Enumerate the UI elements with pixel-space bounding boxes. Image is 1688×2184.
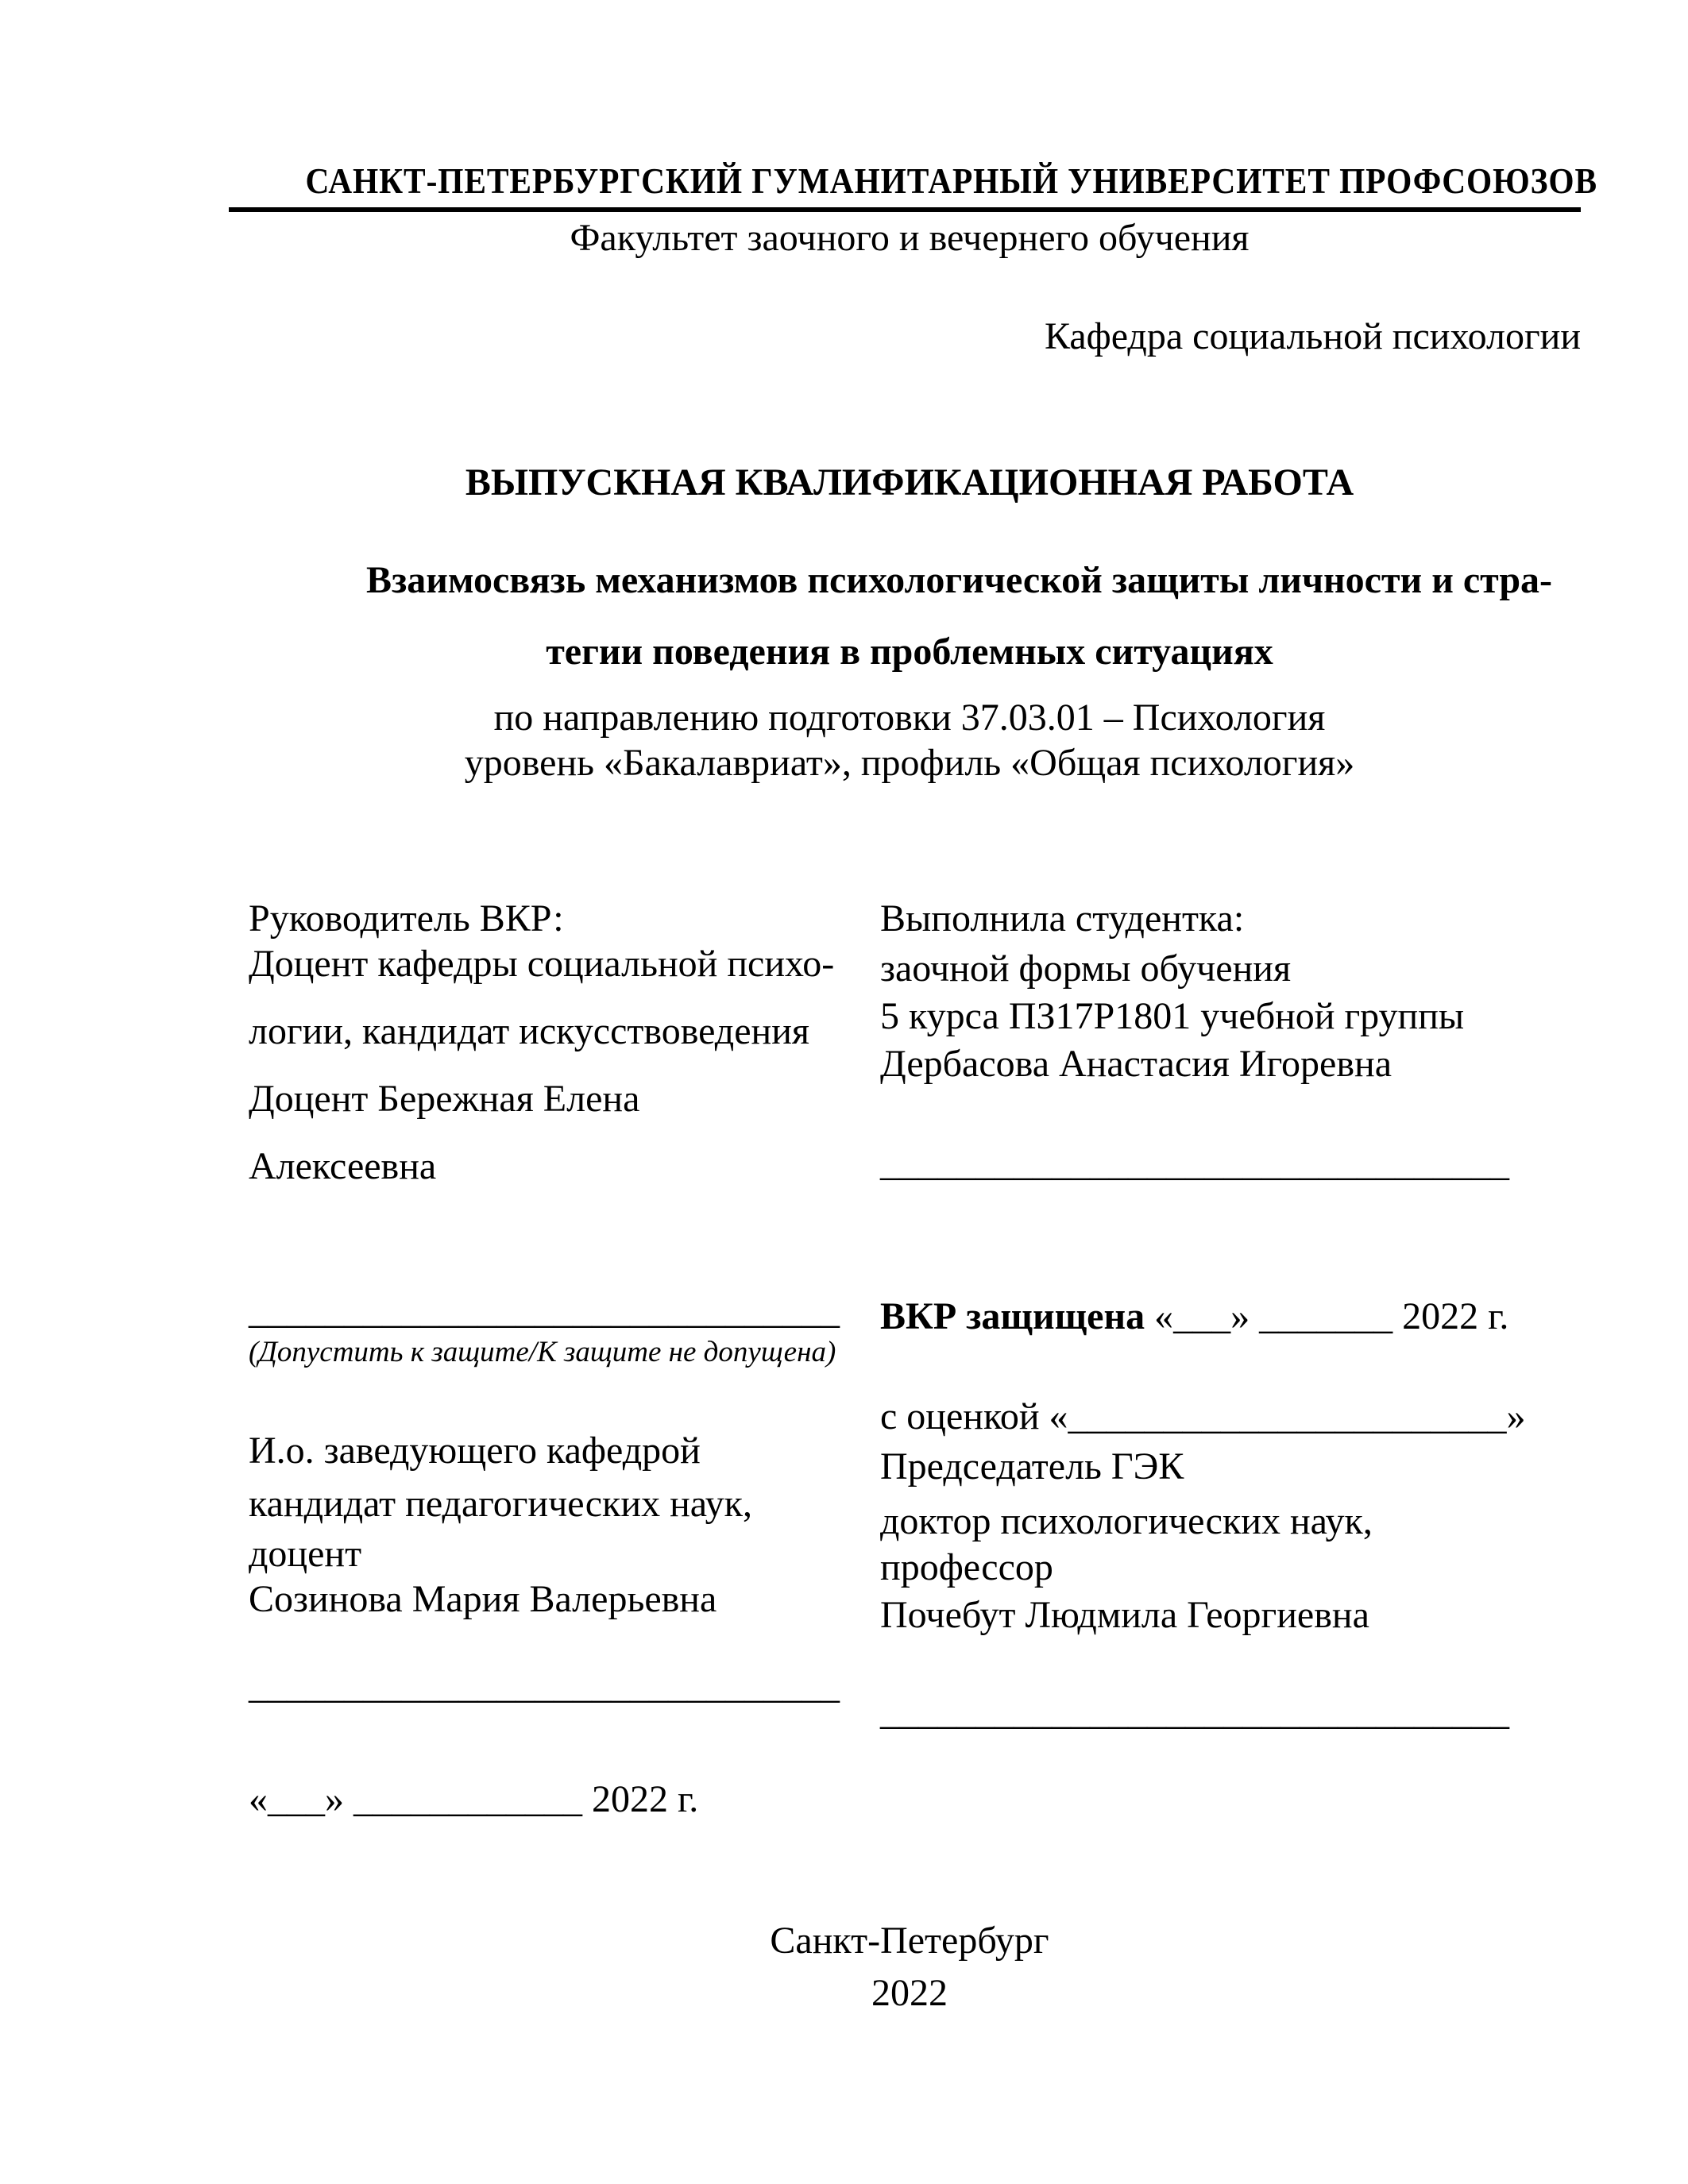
supervisor-name-line-1: Доцент Бережная Елена — [249, 1078, 640, 1120]
supervisor-position-line-1: Доцент кафедры социальной психо- — [249, 943, 835, 985]
thesis-title-line-2: тегии поведения в проблемных ситуациях — [546, 631, 1273, 673]
supervisor-signature-line: _______________________________ — [249, 1290, 840, 1332]
header-rule — [229, 207, 1581, 212]
head-signature-line: _______________________________ — [249, 1665, 840, 1707]
work-type-heading: ВЫПУСКНАЯ КВАЛИФИКАЦИОННАЯ РАБОТА — [465, 461, 1354, 504]
grade-line: с оценкой «_______________________» — [880, 1395, 1526, 1437]
page-content — [238, 0, 1597, 2184]
supervisor-label: Руководитель ВКР: — [249, 897, 564, 940]
footer-year: 2022 — [871, 1972, 948, 2014]
gek-chair-title: Председатель ГЭК — [880, 1445, 1184, 1488]
footer-city: Санкт-Петербург — [770, 1920, 1049, 1962]
head-rank-line: доцент — [249, 1533, 362, 1575]
supervisor-name-line-2: Алексеевна — [249, 1145, 437, 1187]
head-name-line: Созинова Мария Валерьевна — [249, 1578, 717, 1620]
head-io-line: И.о. заведующего кафедрой — [249, 1430, 701, 1472]
admission-note: (Допустить к защите/К защите не допущена) — [249, 1336, 836, 1368]
defense-date-line — [880, 1295, 1508, 1338]
defended-label: ВКР защищена — [880, 1295, 1145, 1337]
university-name: САНКТ-ПЕТЕРБУРГСКИЙ ГУМАНИТАРНЫЙ УНИВЕРСИТЕТ ПРОФСОЮЗОВ — [305, 160, 1597, 201]
level-line: уровень «Бакалавриат», профиль «Общая психология» — [464, 742, 1355, 784]
program-line: по направлению подготовки 37.03.01 – Психология — [493, 696, 1326, 739]
student-signature-line: _________________________________ — [880, 1142, 1509, 1184]
thesis-title-line-1: Взаимосвязь механизмов психологической защиты личности и стра- — [365, 559, 1553, 601]
faculty-name: Факультет заочного и вечернего обучения — [570, 217, 1250, 259]
department-name: Кафедра социальной психологии — [1044, 315, 1581, 357]
student-name: Дербасова Анастасия Игоревна — [880, 1043, 1393, 1085]
student-info-line-1: заочной формы обучения — [880, 947, 1292, 990]
head-degree-line: кандидат педагогических наук, — [249, 1483, 752, 1525]
student-label: Выполнила студентка: — [880, 897, 1245, 940]
student-info-line-2: 5 курса ПЗ17Р1801 учебной группы — [880, 995, 1465, 1037]
defended-blanks: «___» _______ 2022 г. — [1154, 1295, 1509, 1337]
head-date-line: «___» ____________ 2022 г. — [249, 1778, 699, 1820]
supervisor-position-line-2: логии, кандидат искусствоведения — [249, 1010, 809, 1052]
gek-chair-degree: доктор психологических наук, — [880, 1500, 1373, 1542]
gek-chair-rank: профессор — [880, 1546, 1053, 1588]
gek-chair-name: Почебут Людмила Георгиевна — [880, 1594, 1369, 1636]
gek-signature-line: _________________________________ — [880, 1691, 1509, 1733]
